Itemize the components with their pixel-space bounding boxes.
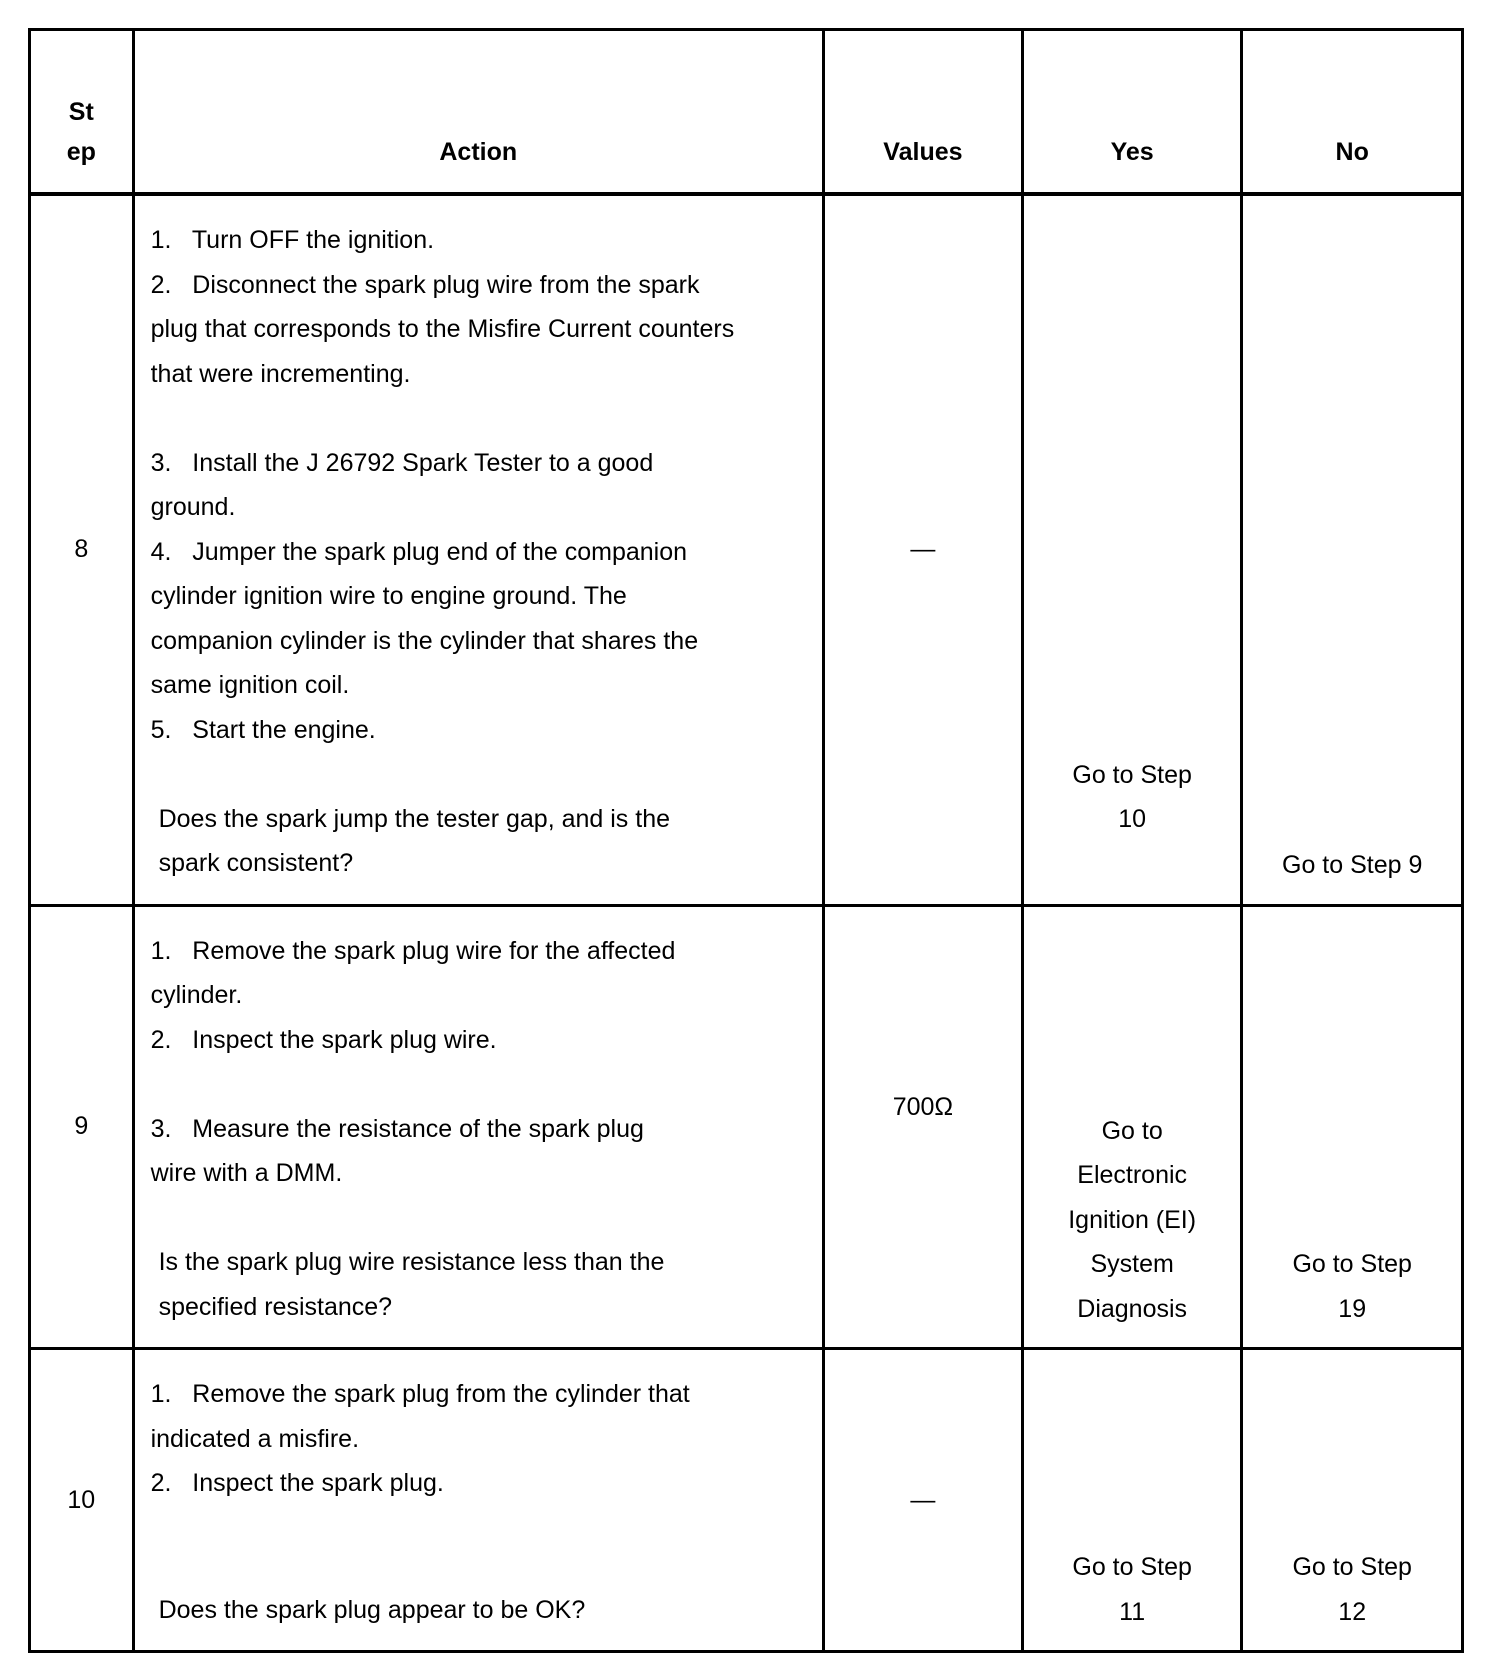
values-text: 700Ω	[892, 1092, 954, 1121]
action-cell	[133, 194, 823, 905]
header-action: Action	[133, 30, 823, 195]
action-item: 1. Remove the spark plug wire for the affected cylinder.	[150, 936, 683, 1009]
yes-text: Go to Electronic Ignition (EI) System Diagnosis	[1068, 1116, 1197, 1323]
no-cell	[1242, 1349, 1463, 1652]
table-row	[30, 1349, 1463, 1652]
table-row	[30, 905, 1463, 1349]
header-yes: Yes	[1022, 30, 1242, 195]
action-item: 2. Inspect the spark plug wire.	[150, 1025, 497, 1054]
action-item: 4. Jumper the spark plug end of the companion cylinder ignition wire to engine ground. The companion cylinder is the cylinder that shares the same ignition coil.	[150, 537, 706, 699]
yes-text: Go to Step 11	[1072, 1553, 1192, 1626]
yes-cell	[1022, 905, 1242, 1349]
action-item: 2. Inspect the spark plug.	[150, 1469, 444, 1497]
values-cell: —	[823, 1349, 1022, 1652]
header-row	[30, 30, 1463, 195]
diagnostic-table	[28, 28, 1464, 1653]
header-values: Values	[823, 30, 1022, 195]
header-no: No	[1242, 30, 1463, 195]
yes-text: Go to Step 10	[1072, 760, 1192, 833]
step-number: 9	[30, 905, 134, 1349]
action-item: 5. Start the engine.	[150, 715, 376, 744]
action-item: 1. Turn OFF the ignition.	[150, 226, 435, 254]
no-text: Go to Step 19	[1292, 1250, 1412, 1323]
no-cell	[1242, 905, 1463, 1349]
action-cell	[133, 1349, 823, 1652]
action-item: 1. Remove the spark plug from the cylinder that indicated a misfire.	[150, 1380, 697, 1453]
action-item: 2. Disconnect the spark plug wire from the spark plug that corresponds to the Misfire Current counters that were incrementing.	[150, 270, 742, 388]
values-cell	[823, 905, 1022, 1349]
header-step: St ep	[30, 30, 134, 195]
action-item: 3. Install the J 26792 Spark Tester to a good ground.	[150, 448, 661, 521]
no-text: Go to Step 12	[1292, 1553, 1412, 1626]
step-number: 10	[30, 1349, 134, 1652]
values-cell: —	[823, 194, 1022, 905]
action-cell	[133, 905, 823, 1349]
action-item: 3. Measure the resistance of the spark plug wire with a DMM.	[150, 1114, 651, 1187]
step-number: 8	[30, 194, 134, 905]
question: Does the spark plug appear to be OK?	[158, 1595, 586, 1624]
yes-cell	[1022, 1349, 1242, 1652]
question: Is the spark plug wire resistance less than the specified resistance?	[158, 1248, 665, 1321]
question: Does the spark jump the tester gap, and is the spark consistent?	[158, 804, 670, 877]
table-row	[30, 194, 1463, 905]
yes-cell	[1022, 194, 1242, 905]
no-cell: Go to Step 9	[1242, 194, 1463, 905]
